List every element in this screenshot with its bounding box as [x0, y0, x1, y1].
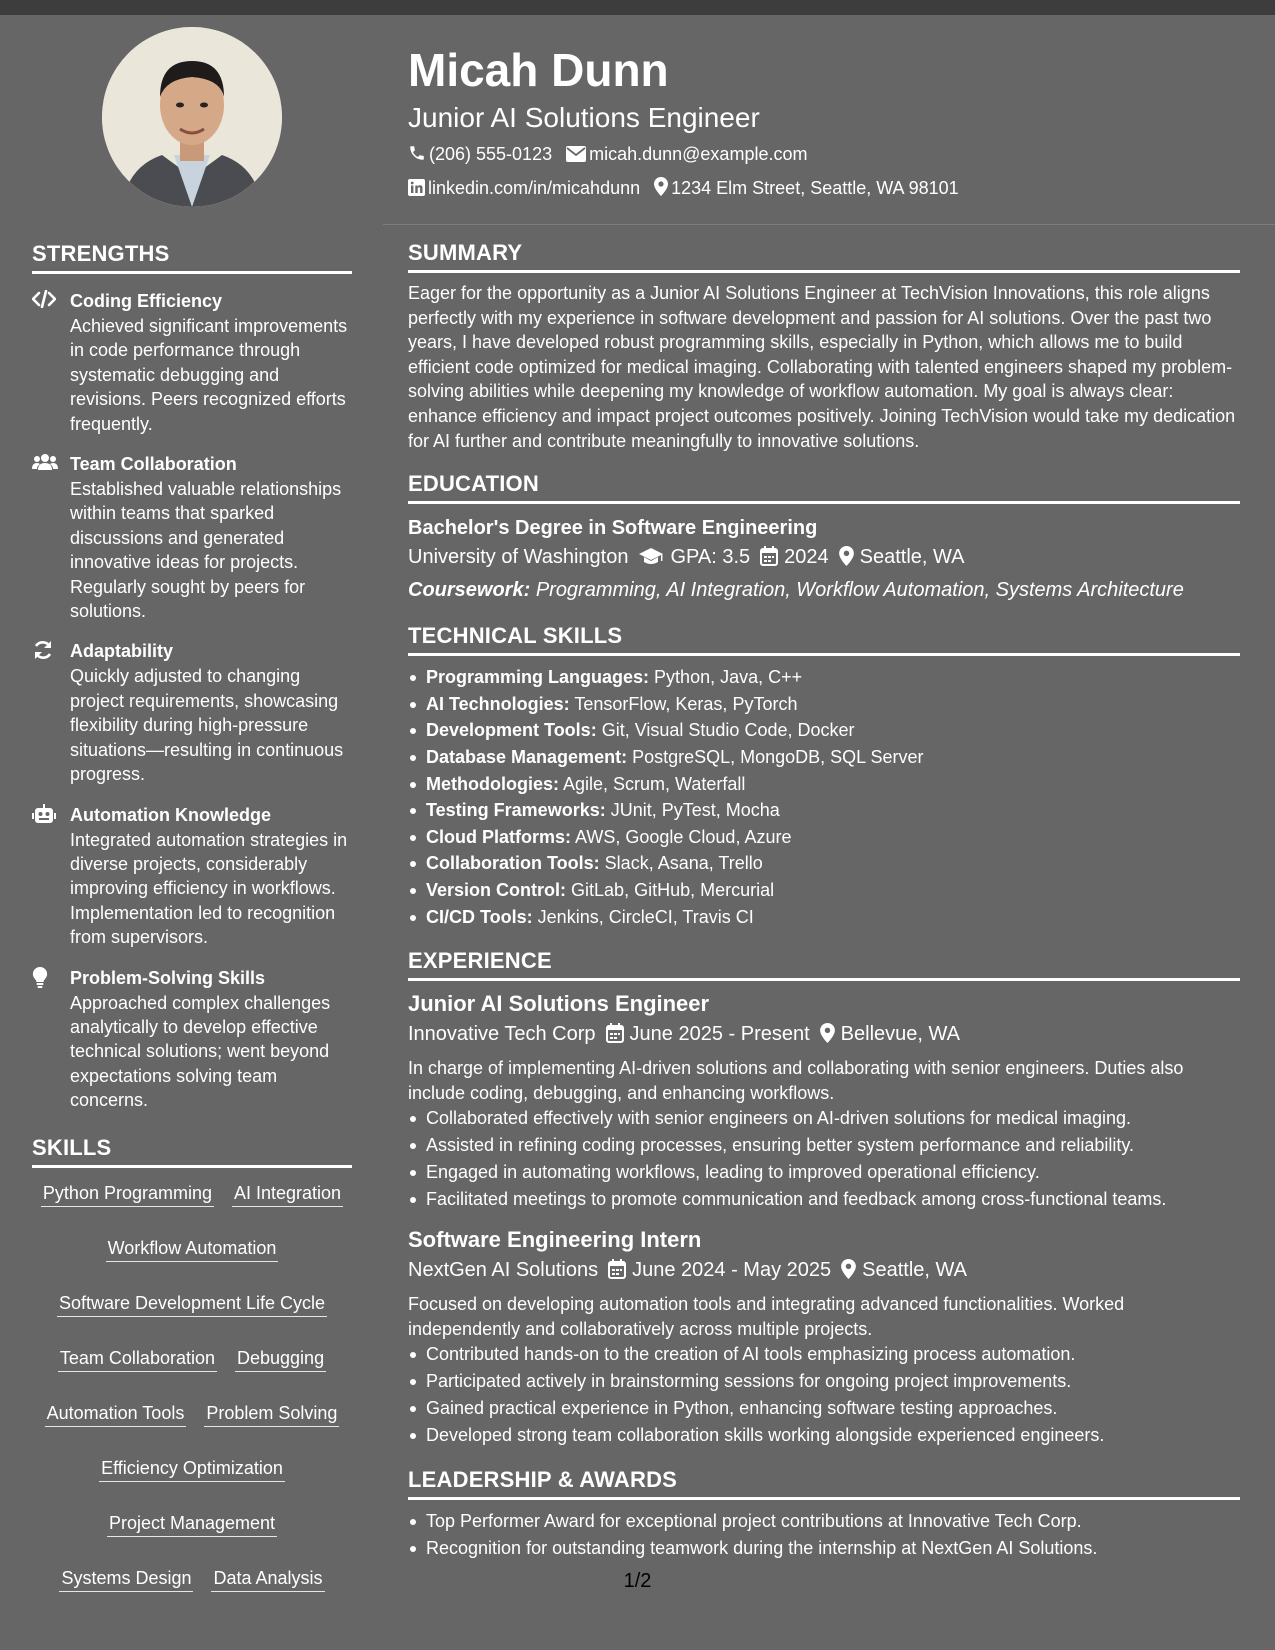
- users-icon: [32, 451, 70, 623]
- robot-icon: [32, 802, 70, 950]
- coursework-list: Programming, AI Integration, Workflow Automation, Systems Architecture: [535, 579, 1184, 602]
- education-heading: EDUCATION: [408, 471, 1240, 504]
- email-icon: [566, 140, 586, 172]
- strength-title: Coding Efficiency: [70, 291, 223, 311]
- skills-heading: SKILLS: [32, 1135, 352, 1168]
- contact-line-2: [408, 172, 1248, 206]
- person-name: Micah Dunn: [408, 44, 669, 96]
- strength-body: [70, 451, 352, 623]
- summary-heading: SUMMARY: [408, 240, 1240, 273]
- technical-skill-label: CI/CD Tools:: [426, 906, 533, 927]
- location-pin-icon: [841, 1258, 856, 1288]
- technical-skill-item: [408, 797, 1240, 824]
- skills-list: [32, 1180, 352, 1592]
- technical-skill-item: [408, 691, 1240, 718]
- skill-tag: Project Management: [107, 1510, 277, 1537]
- skill-tag: Automation Tools: [45, 1400, 187, 1427]
- technical-skill-label: Methodologies:: [426, 773, 559, 794]
- technical-skill-value: Jenkins, CircleCI, Travis CI: [537, 906, 754, 927]
- technical-skills-list: [408, 664, 1240, 930]
- skill-tag: AI Integration: [232, 1180, 343, 1207]
- job-bullet: Contributed hands-on to the creation of AI tools emphasizing process automation.: [408, 1341, 1240, 1368]
- job-dates: June 2024 - May 2025: [632, 1259, 832, 1282]
- phone-icon: [408, 140, 426, 172]
- technical-skill-item: [408, 771, 1240, 798]
- strength-description: Established valuable relationships within teams that sparked discussions and generated innovative ideas for projects. Regularly sought by peers for solutions.: [70, 479, 342, 622]
- resume-header: [408, 42, 1248, 206]
- location-pin-icon: [654, 174, 668, 206]
- education-year: 2024: [784, 546, 829, 569]
- header-divider: [383, 224, 1275, 225]
- technical-skill-label: Programming Languages:: [426, 667, 650, 688]
- phone-number: (206) 555-0123: [429, 144, 553, 164]
- job-bullet: Facilitated meetings to promote communication and feedback among cross-functional teams.: [408, 1186, 1240, 1213]
- sync-icon: [32, 638, 70, 786]
- job-description: Focused on developing automation tools and integrating advanced functionalities. Worked independently and collaboratively across multiple projects.: [408, 1294, 1125, 1339]
- lightbulb-icon: [32, 965, 70, 1113]
- strengths-heading: STRENGTHS: [32, 241, 352, 274]
- skill-tag: Data Analysis: [211, 1565, 324, 1592]
- technical-skill-label: Cloud Platforms:: [426, 826, 572, 847]
- experience-heading: EXPERIENCE: [408, 948, 1240, 981]
- address: 1234 Elm Street, Seattle, WA 98101: [671, 178, 959, 198]
- strength-title: Adaptability: [70, 641, 174, 662]
- technical-skill-item: [408, 664, 1240, 691]
- technical-skill-label: Version Control:: [426, 879, 567, 900]
- experience-list: [408, 989, 1240, 1449]
- strength-body: [70, 965, 352, 1113]
- graduation-cap-icon: [638, 545, 664, 575]
- job-description: In charge of implementing AI-driven solutions and collaborating with senior engineers. Duties also include coding, debugging, and enhancing workflows.: [408, 1058, 1184, 1103]
- profile-photo: [102, 27, 282, 207]
- job-bullet: Gained practical experience in Python, enhancing software testing approaches.: [408, 1395, 1240, 1422]
- job-bullet: Assisted in refining coding processes, ensuring better system performance and reliability.: [408, 1132, 1240, 1159]
- technical-skill-value: Agile, Scrum, Waterfall: [563, 773, 746, 794]
- technical-skill-label: Testing Frameworks:: [426, 800, 606, 821]
- left-column: [32, 27, 352, 1592]
- strength-title: Problem-Solving Skills: [70, 967, 266, 988]
- award-item: Top Performer Award for exceptional project contributions at Innovative Tech Corp.: [408, 1508, 1240, 1535]
- calendar-icon: [760, 545, 778, 575]
- technical-skill-label: Database Management:: [426, 746, 628, 767]
- skill-tag: Python Programming: [41, 1180, 214, 1207]
- job-company: NextGen AI Solutions: [408, 1259, 599, 1282]
- location-pin-icon: [820, 1022, 835, 1052]
- calendar-icon: [606, 1022, 624, 1052]
- strength-title: Automation Knowledge: [70, 804, 271, 825]
- strengths-list: [32, 288, 352, 1113]
- summary-text: Eager for the opportunity as a Junior AI Solutions Engineer at TechVision Innovations, this role aligns perfectly with my experience in software development and passion for AI solutions. Over the past two years, I have developed robust programming skills, especially in Python, which allows me to build efficient code optimized for medical imaging. Collaborating with talented engineers shaped my problem-solving abilities while deepening my knowledge of workflow automation. My goal is always clear: enhance efficiency and impact project outcomes positively. Joining TechVision would take my dedication for AI further and contribute meaningfully to innovative solutions.: [408, 283, 1236, 451]
- contact-line-1: [408, 138, 1248, 172]
- job-location: Seattle, WA: [862, 1259, 967, 1282]
- right-column: [408, 240, 1240, 1562]
- job-bullet: Developed strong team collaboration skills working alongside experienced engineers.: [408, 1422, 1240, 1449]
- technical-skill-value: Python, Java, C++: [654, 667, 803, 688]
- code-icon: [32, 288, 70, 436]
- education-gpa: GPA: 3.5: [670, 546, 751, 569]
- job-title: Junior AI Solutions Engineer: [408, 991, 710, 1017]
- technical-skills-heading: TECHNICAL SKILLS: [408, 623, 1240, 656]
- technical-skill-value: PostgreSQL, MongoDB, SQL Server: [632, 746, 924, 767]
- strength-item: [32, 965, 352, 1113]
- job-dates: June 2025 - Present: [629, 1023, 810, 1046]
- education-degree: Bachelor's Degree in Software Engineering: [408, 517, 818, 540]
- person-title: Junior AI Solutions Engineer: [408, 102, 760, 133]
- linkedin-icon: [408, 174, 425, 206]
- education-location: Seattle, WA: [859, 546, 965, 569]
- technical-skill-value: TensorFlow, Keras, PyTorch: [574, 693, 798, 714]
- job-bullets: [408, 1105, 1240, 1213]
- education-meta: [408, 542, 1240, 575]
- award-item: Recognition for outstanding teamwork during the internship at NextGen AI Solutions.: [408, 1535, 1240, 1562]
- awards-list: [408, 1508, 1240, 1562]
- strength-body: [70, 802, 352, 950]
- strength-item: [32, 638, 352, 786]
- job-bullet: Participated actively in brainstorming sessions for ongoing project improvements.: [408, 1368, 1240, 1395]
- job-location: Bellevue, WA: [840, 1023, 960, 1046]
- top-bar: [0, 0, 1275, 15]
- skill-tag: Problem Solving: [204, 1400, 339, 1427]
- strength-item: [32, 288, 352, 436]
- location-pin-icon: [839, 545, 854, 575]
- technical-skill-label: Collaboration Tools:: [426, 853, 600, 874]
- skill-tag: Efficiency Optimization: [99, 1455, 285, 1482]
- technical-skill-value: Slack, Asana, Trello: [604, 853, 763, 874]
- page-number: 1/2: [623, 1570, 652, 1592]
- technical-skill-item: [408, 824, 1240, 851]
- strength-body: [70, 288, 352, 436]
- job-bullet: Collaborated effectively with senior engineers on AI-driven solutions for medical imaging.: [408, 1105, 1240, 1132]
- strength-description: Achieved significant improvements in code performance through systematic debugging and revisions. Peers recognized efforts frequently.: [70, 316, 348, 434]
- technical-skill-item: [408, 744, 1240, 771]
- awards-heading: LEADERSHIP & AWARDS: [408, 1467, 1240, 1500]
- strength-description: Integrated automation strategies in diverse projects, considerably improving efficiency in workflows. Implementation led to recognition from supervisors.: [70, 829, 348, 948]
- technical-skill-label: Development Tools:: [426, 720, 597, 741]
- skill-tag: Workflow Automation: [106, 1235, 279, 1262]
- skill-tag: Team Collaboration: [58, 1345, 217, 1372]
- linkedin-url: linkedin.com/in/micahdunn: [428, 178, 641, 198]
- job-bullets: [408, 1341, 1240, 1449]
- email-address: micah.dunn@example.com: [589, 144, 808, 164]
- technical-skill-item: [408, 877, 1240, 904]
- skill-tag: Software Development Life Cycle: [57, 1290, 327, 1317]
- education-coursework: [408, 575, 1240, 605]
- technical-skill-item: [408, 850, 1240, 877]
- technical-skill-value: GitLab, GitHub, Mercurial: [571, 879, 775, 900]
- skill-tag: Systems Design: [59, 1565, 193, 1592]
- technical-skill-value: Git, Visual Studio Code, Docker: [601, 720, 855, 741]
- job-meta: [408, 1255, 1240, 1288]
- strength-item: [32, 451, 352, 623]
- technical-skill-item: [408, 904, 1240, 931]
- job-bullet: Engaged in automating workflows, leading to improved operational efficiency.: [408, 1159, 1240, 1186]
- technical-skill-item: [408, 717, 1240, 744]
- job-meta: [408, 1019, 1240, 1052]
- strength-body: [70, 638, 352, 786]
- strength-title: Team Collaboration: [70, 454, 237, 475]
- technical-skill-label: AI Technologies:: [426, 693, 570, 714]
- coursework-label: Coursework:: [408, 579, 531, 602]
- job-title: Software Engineering Intern: [408, 1227, 702, 1253]
- strength-description: Approached complex challenges analytically to develop effective technical solutions; went beyond expectations solving team concerns.: [70, 992, 331, 1111]
- education-school: University of Washington: [408, 546, 629, 569]
- strength-item: [32, 802, 352, 950]
- job-company: Innovative Tech Corp: [408, 1023, 596, 1046]
- calendar-icon: [608, 1258, 626, 1288]
- technical-skill-value: AWS, Google Cloud, Azure: [575, 826, 792, 847]
- skill-tag: Debugging: [235, 1345, 326, 1372]
- technical-skill-value: JUnit, PyTest, Mocha: [610, 800, 780, 821]
- strength-description: Quickly adjusted to changing project requirements, showcasing flexibility during high-pressure situations—resulting in continuous progress.: [70, 666, 344, 785]
